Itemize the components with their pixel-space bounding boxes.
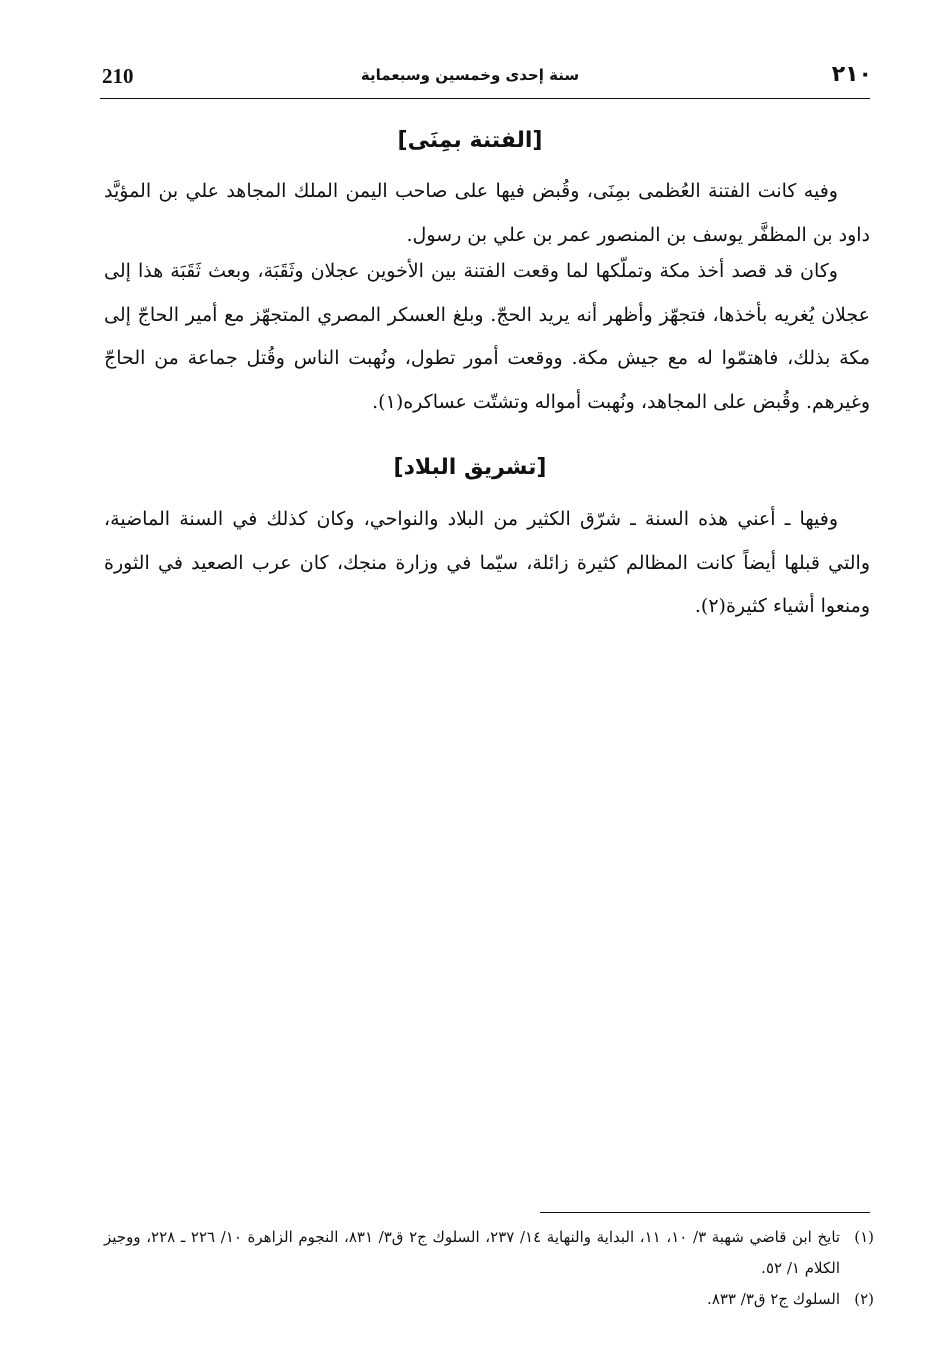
section-heading-fitna: [الفتنة بمِنَى] xyxy=(397,128,543,153)
footnote-text: السلوك ج٢ ق٣/ ٨٣٣. xyxy=(707,1290,840,1308)
footnote-divider xyxy=(540,1212,870,1213)
paragraph-tashriq-1: وفيها ـ أعني هذه السنة ـ شرّق الكثير من البلاد والنواحي، وكان كذلك في السنة الماضية، والتي قبلها أيضاً كانت المظالم كثيرة زائلة، سيّما في وزارة منجك، كان عرب الصعيد في الثورة ومنعوا أشياء كثيرة(٢). xyxy=(104,508,870,617)
footnote-mark: (٢) xyxy=(854,1290,874,1308)
page-number-arabic: ٢١٠ xyxy=(831,62,872,87)
footnotes xyxy=(104,1222,874,1315)
section-heading-tashriq: [تشريق البلاد] xyxy=(393,455,547,480)
footnote-1 xyxy=(104,1222,874,1284)
page-number-latin: 210 xyxy=(102,64,134,88)
paragraph-fitna-2: وكان قد قصد أخذ مكة وتملّكها لما وقعت الفتنة بين الأخوين عجلان وثَقَبَة، وبعث ثَقَبَة هذا إلى عجلان يُغريه بأخذها، فتجهّز وأظهر أنه يريد الحجّ. وبلغ العسكر المصري المتجهّز مع أمير الحاجّ إلى مكة بذلك، فاهتمّوا له مع جيش مكة. ووقعت أمور تطول، ونُهبت الناس وقُتل جماعة من الحاجّ وغيرهم. وقُبض على المجاهد، ونُهبت أمواله وتشتّت عساكره(١). xyxy=(104,260,870,413)
paragraph-fitna-1: وفيه كانت الفتنة العُظمى بمِنَى، وقُبض فيها على صاحب اليمن الملك المجاهد علي بن المؤيَّد داود بن المظفَّر يوسف بن المنصور عمر بن علي بن رسول. xyxy=(104,180,870,246)
footnote-text: تايخ ابن قاضي شهبة ٣/ ١٠، ١١، البداية والنهاية ١٤/ ٢٣٧، السلوك ج٢ ق٣/ ٨٣١، النجوم الزاهرة ١٠/ ٢٢٦ ـ ٢٢٨، ووجيز الكلام ١/ ٥٢. xyxy=(104,1228,841,1277)
footnote-2 xyxy=(104,1284,874,1315)
running-title: سنة إحدى وخمسين وسبعماية xyxy=(360,66,580,84)
header-divider xyxy=(100,98,870,99)
footnote-mark: (١) xyxy=(854,1228,874,1246)
